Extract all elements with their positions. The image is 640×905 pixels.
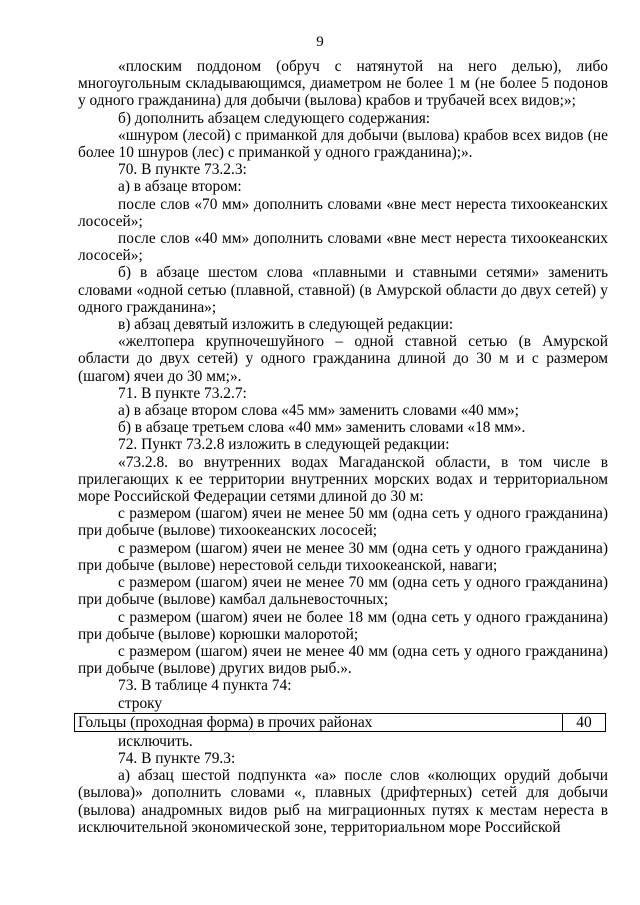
table-row: [74, 713, 606, 732]
paragraph: 74. В пункте 79.3:: [118, 749, 236, 767]
paragraph: после слов «40 мм» дополнить словами «вне мест нереста тихоокеанских лососей»;: [78, 230, 608, 265]
paragraph: «шнуром (лесой) с приманкой для добычи (вылова) крабов всех видов (не более 10 шнуров (лес) с приманкой у одного гражданина);».: [78, 126, 608, 162]
table-cell-name: Гольцы (проходная форма) в прочих районах: [75, 714, 563, 731]
paragraphs-top: [78, 58, 608, 712]
paragraph: 73. В таблице 4 пункта 74:: [118, 677, 292, 695]
paragraph: «плоским поддоном (обруч с натянутой на него делью), либо многоугольным складывающимся, диаметром не более 1 м (не более 5 подонов у одного гражданина) для добычи (вылова) крабов и трубачей всех видов;»;: [78, 58, 608, 110]
paragraph: «73.2.8. во внутренних водах Магаданской области, в том числе в прилегающих к ее территории внутренних морских водах и территориальном море Российской Федерации сетями длиной до 30 м:: [78, 453, 608, 506]
document-body: [78, 58, 608, 836]
page-number: 9: [316, 34, 324, 50]
paragraph: б) в абзаце третьем слова «40 мм» заменить словами «18 мм».: [118, 419, 526, 437]
paragraph: с размером (шагом) ячеи не менее 30 мм (одна сеть у одного гражданина) при добыче (вылове) нерестовой сельди тихоокеанской, наваги;: [78, 539, 608, 574]
paragraph: а) в абзаце втором:: [118, 178, 242, 196]
paragraph: с размером (шагом) ячеи не менее 50 мм (одна сеть у одного гражданина) при добыче (вылове) тихоокеанских лососей;: [78, 505, 608, 540]
paragraph: б) в абзаце шестом слова «плавными и ставными сетями» заменить словами «одной сетью (плавной, ставной) (в Амурской области до двух сетей) у одного гражданина»;: [78, 264, 608, 316]
paragraph: а) абзац шестой подпункта «а» после слов «колющих орудий добычи (вылова)» дополнить словами «, плавных (дрифтерных) сетей для добычи (вылова) анадромных видов рыб на миграционных путях к местам нереста в исключительной экономической зоне, территориальном море Российской: [78, 767, 608, 836]
paragraph: 70. В пункте 73.2.3:: [118, 161, 247, 179]
paragraph: «желтопера крупночешуйного – одной ставной сетью (в Амурской области до двух сетей) у одного гражданина длиной до 30 м и с размером (шагом) ячеи до 30 мм;».: [78, 333, 608, 385]
paragraph: в) абзац девятый изложить в следующей редакции:: [118, 316, 454, 334]
paragraph: исключить.: [118, 732, 193, 750]
paragraph: с размером (шагом) ячеи не менее 70 мм (одна сеть у одного гражданина) при добыче (вылове) камбал дальневосточных;: [78, 574, 608, 609]
paragraph: с размером (шагом) ячеи не менее 40 мм (одна сеть у одного гражданина) при добыче (вылове) других видов рыб.».: [78, 642, 608, 678]
paragraph: а) в абзаце втором слова «45 мм» заменить словами «40 мм»;: [118, 402, 519, 420]
paragraph: 71. В пункте 73.2.7:: [118, 384, 247, 402]
paragraph: с размером (шагом) ячеи не более 18 мм (одна сеть у одного гражданина) при добыче (вылове) корюшки малоротой;: [78, 608, 608, 643]
paragraph: б) дополнить абзацем следующего содержания:: [118, 109, 431, 127]
paragraphs-bottom: [78, 733, 608, 836]
table-cell-value: 40: [576, 713, 592, 731]
paragraph: после слов «70 мм» дополнить словами «вне мест нереста тихоокеанских лососей»;: [78, 195, 608, 230]
paragraph: строку: [118, 694, 163, 712]
paragraph: 72. Пункт 73.2.8 изложить в следующей редакции:: [118, 436, 450, 454]
